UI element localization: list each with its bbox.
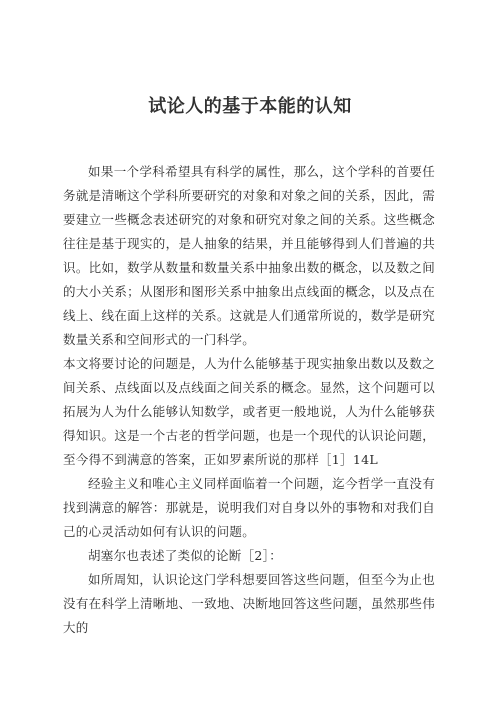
paragraph-1: 如果一个学科希望具有科学的属性，那么，这个学科的首要任务就是清晰这个学科所要研究的对象和对象之间的关系，因此，需要建立一些概念表述研究的对象和研究对象之间的关系。这些概念往往是基于现实的，是人抽象的结果，并且能够得到人们普遍的共识。比如，数学从数量和数量关系中抽象出数的概念，以及数之间的大小关系；从图形和图形关系中抽象出点线面的概念，以及点在线上、线在面上这样的关系。这就是人们通常所说的，数学是研究数量关系和空间形式的一门科学。 (63, 164, 435, 347)
document-body (63, 160, 435, 640)
paragraph-4: 胡塞尔也表述了类似的论断［2］： (88, 548, 283, 563)
paragraph-2: 本文将要讨论的问题是，人为什么能够基于现实抽象出数以及数之间关系、点线面以及点线面之间关系的概念。显然，这个问题可以拓展为人为什么能够认知数学，或者更一般地说，人为什么能够获得知识。这是一个古老的哲学问题，也是一个现代的认识论问题，至今得不到满意的答案，正如罗素所说的那样［1］14L (63, 356, 435, 467)
paragraph-5: 如所周知，认识论这门学科想要回答这些问题，但至今为止也没有在科学上清晰地、一致地、决断地回答这些问题，虽然那些伟大的 (63, 572, 435, 635)
document-title: 试论人的基于本能的认知 (148, 96, 352, 117)
paragraph-3: 经验主义和唯心主义同样面临着一个问题，迄今哲学一直没有找到满意的解答：那就是，说明我们对自身以外的事物和对我们自己的心灵活动如何有认识的问题。 (63, 476, 435, 539)
